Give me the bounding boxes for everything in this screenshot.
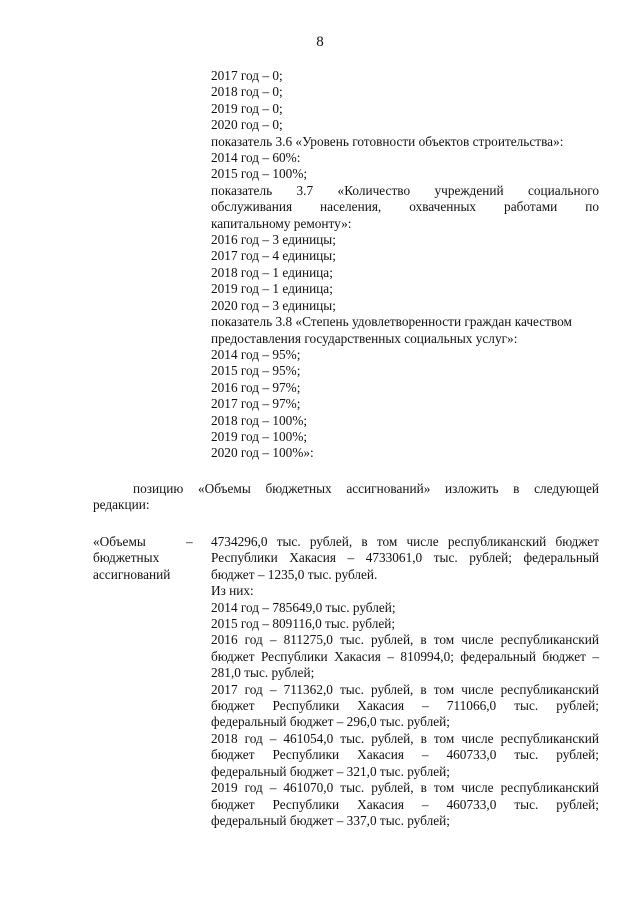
value-line: 281,0 тыс. рублей; <box>211 665 315 681</box>
instruction-paragraph <box>93 481 599 514</box>
value-line: 2017 год – 711362,0 тыс. рублей, в том числе республиканский <box>211 681 599 697</box>
value-line: 2018 год – 461054,0 тыс. рублей, в том числе республиканский <box>211 730 599 746</box>
value-line: бюджет Республики Хакасия – 460733,0 тыс. рублей; <box>211 796 599 812</box>
text-line: 2016 год – 97%; <box>211 379 301 395</box>
label-line: бюджетных <box>93 550 160 566</box>
paragraph-line: позицию «Объемы бюджетных ассигнований» изложить в следующей <box>133 481 599 496</box>
text-line: 2018 год – 1 единица; <box>211 264 333 280</box>
text-line: 2020 год – 100%»: <box>211 445 314 461</box>
value-line: 4734296,0 тыс. рублей, в том числе республиканский бюджет <box>211 534 599 549</box>
budget-label <box>93 534 183 583</box>
page-number: 8 <box>316 34 324 50</box>
value-line: бюджет Республики Хакасия – 810994,0; федеральный бюджет – <box>211 648 599 664</box>
text-line: 2015 год – 95%; <box>211 363 301 379</box>
text-line: 2014 год – 95%; <box>211 346 301 362</box>
budget-values <box>211 534 599 829</box>
text-line: 2015 год – 100%; <box>211 166 308 182</box>
text-line: обслуживания населения, охваченных работами по <box>211 199 599 215</box>
text-line: 2020 год – 0; <box>211 117 283 133</box>
value-line: бюджет Республики Хакасия – 460733,0 тыс. рублей; <box>211 747 599 763</box>
text-line: 2019 год – 100%; <box>211 428 308 444</box>
text-line: показатель 3.6 «Уровень готовности объектов строительства»: <box>211 133 564 149</box>
text-line: 2017 год – 0; <box>211 68 283 83</box>
value-line: 2019 год – 461070,0 тыс. рублей, в том числе республиканский <box>211 780 599 796</box>
text-line: показатель 3.7 «Количество учреждений социального <box>211 182 599 198</box>
text-line: 2014 год – 60%: <box>211 150 301 166</box>
text-line: 2018 год – 0; <box>211 84 283 100</box>
value-line: 2014 год – 785649,0 тыс. рублей; <box>211 599 396 615</box>
text-line: 2016 год – 3 единицы; <box>211 232 336 248</box>
value-line: федеральный бюджет – 321,0 тыс. рублей; <box>211 763 450 779</box>
text-line: показатель 3.8 «Степень удовлетворенности граждан качеством <box>211 314 572 330</box>
text-line: 2017 год – 97%; <box>211 396 301 412</box>
paragraph-line: редакции: <box>93 497 150 513</box>
label-line: «Объемы <box>93 534 146 549</box>
value-line: Республики Хакасия – 4733061,0 тыс. рублей; федеральный <box>211 550 599 566</box>
value-line: бюджет – 1235,0 тыс. рублей. <box>211 566 378 582</box>
text-line: капитальному ремонту»: <box>211 215 352 231</box>
value-line: 2016 год – 811275,0 тыс. рублей, в том числе республиканский <box>211 632 599 648</box>
label-dash: – <box>186 534 193 549</box>
value-line: Из них: <box>211 583 254 599</box>
value-line: бюджет Республики Хакасия – 711066,0 тыс. рублей; <box>211 698 599 714</box>
text-line: 2019 год – 1 единица; <box>211 281 333 297</box>
value-line: федеральный бюджет – 296,0 тыс. рублей; <box>211 714 450 730</box>
value-line: федеральный бюджет – 337,0 тыс. рублей; <box>211 812 450 828</box>
text-line: 2019 год – 0; <box>211 100 283 116</box>
text-line: предоставления государственных социальных услуг»: <box>211 330 518 346</box>
indicators-block <box>211 68 599 462</box>
label-line: ассигнований <box>93 566 171 582</box>
text-line: 2018 год – 100%; <box>211 412 308 428</box>
text-line: 2017 год – 4 единицы; <box>211 248 336 264</box>
text-line: 2020 год – 3 единицы; <box>211 297 336 313</box>
value-line: 2015 год – 809116,0 тыс. рублей; <box>211 616 396 632</box>
